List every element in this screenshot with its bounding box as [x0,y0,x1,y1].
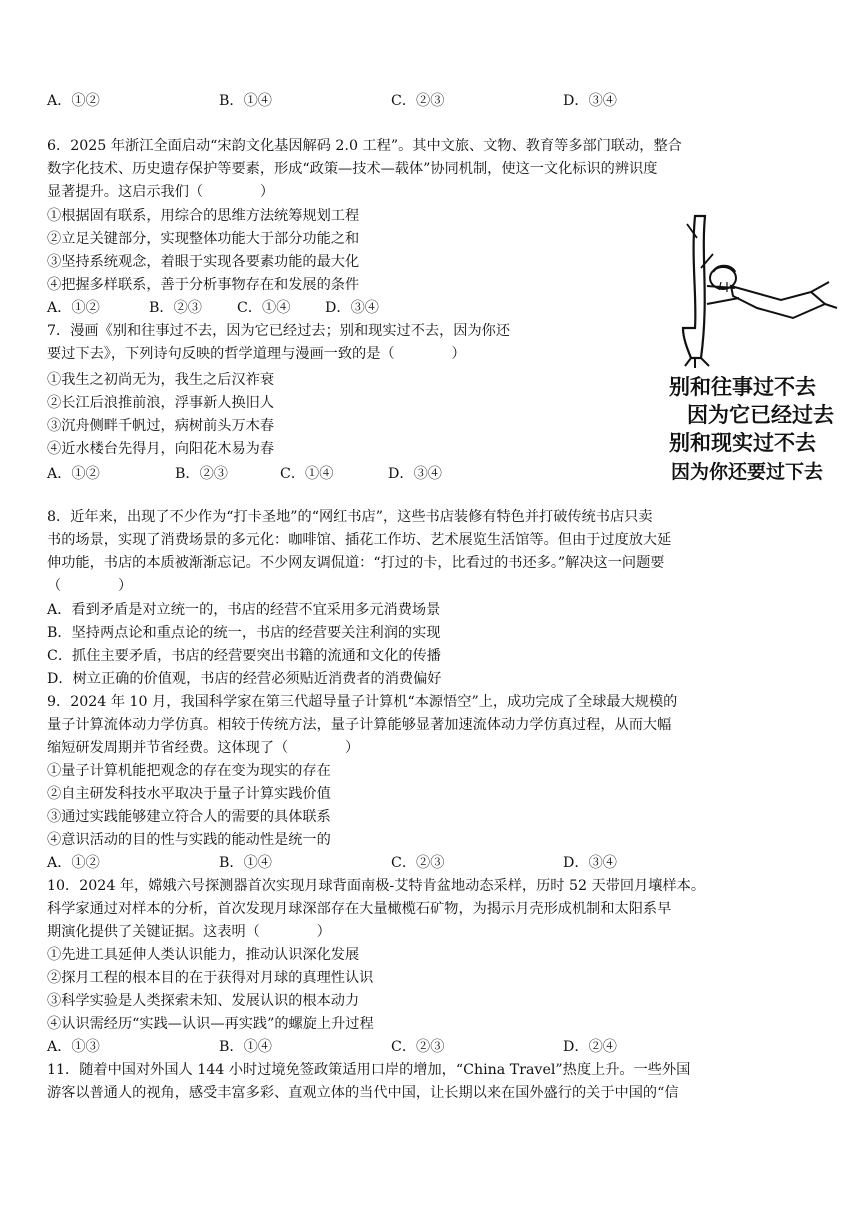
q7-stem-line: 7．漫画《别和往事过不去，因为它已经过去；别和现实过不去，因为你还 [47,323,511,339]
q7-cartoon-image [661,208,851,498]
q8-choice-b: B．坚持两点论和重点论的统一，书店的经营要关注利润的实现 [47,625,441,641]
q7-option-c: C．①④ [280,466,334,482]
q6-stem-line: 6．2025 年浙江全面启动“宋韵文化基因解码 2.0 工程”。其中文旅、文物、教育等多部门联动，整合 [47,138,682,154]
q5-option-c: C．②③ [391,93,445,109]
q8-choice-c: C．抓住主要矛盾，书店的经营要突出书籍的流通和文化的传播 [47,648,441,664]
q6-option-b: B．②③ [149,300,202,316]
q11-stem-line: 11．随着中国对外国人 144 小时过境免签政策适用口岸的增加，“China Travel”热度上升。一些外国 [47,1062,691,1078]
q6-option-c: C．①④ [237,300,291,316]
q10-option-a: A．①③ [47,1039,100,1055]
q5-option-a: A．①② [47,93,100,109]
q9-option-b: B．①④ [219,855,272,871]
cartoon-caption-line: 别和往事过不去 [669,375,816,399]
q8-stem-line: 书的场景，实现了消费场景的多元化：咖啡馆、插花工作坊、艺术展览生活馆等。但由于过度放大延 [47,532,672,548]
q7-item: ②长江后浪推前浪，浮事新人换旧人 [47,395,275,411]
q6-item: ④把握多样联系，善于分析事物存在和发展的条件 [47,277,360,293]
q6-option-d: D．③④ [325,300,379,316]
q6-stem-line: 显著提升。这启示我们（ ） [47,184,275,200]
q5-option-b: B．①④ [219,93,272,109]
q9-option-d: D．③④ [563,855,617,871]
q5-option-d: D．③④ [563,93,617,109]
q10-option-c: C．②③ [391,1039,445,1055]
q6-item: ③坚持系统观念，着眼于实现各要素功能的最大化 [47,254,360,270]
crying-person-icon [707,266,837,318]
cartoon-caption-line: 别和现实过不去 [669,431,816,455]
q8-choice-a: A．看到矛盾是对立统一的，书店的经营不宜采用多元消费场景 [47,602,441,618]
q10-stem-line: 科学家通过对样本的分析，首次发现月球深部存在大量橄榄石矿物，为揭示月壳形成机制和太阳系早 [47,901,672,917]
q6-item: ②立足关键部分，实现整体功能大于部分功能之和 [47,231,360,247]
q10-option-b: B．①④ [219,1039,272,1055]
q9-stem-line: 缩短研发周期并节省经费。这体现了（ ） [47,740,360,756]
q10-stem-line: 期演化提供了关键证据。这表明（ ） [47,924,331,940]
q7-item: ③沉舟侧畔千帆过，病树前头万木春 [47,418,275,434]
cartoon-caption-line: 因为你还要过下去 [671,461,824,483]
q10-item: ②探月工程的根本目的在于获得对月球的真理性认识 [47,970,374,986]
q7-item: ①我生之初尚无为，我生之后汉祚衰 [47,372,275,388]
q9-option-c: C．②③ [391,855,445,871]
q7-item: ④近水楼台先得月，向阳花木易为春 [47,441,275,457]
q9-stem-line: 9．2024 年 10 月，我国科学家在第三代超导量子计算机“本源悟空”上，成功完成了全球最大规模的 [47,694,678,710]
q6-option-a: A．①② [47,300,100,316]
tree-icon [683,216,705,358]
q9-item: ③通过实践能够建立符合人的需要的具体联系 [47,809,331,825]
q10-item: ④认识需经历“实践—认识—再实践”的螺旋上升过程 [47,1016,374,1032]
q9-item: ④意识活动的目的性与实践的能动性是统一的 [47,832,331,848]
q8-stem-line: 8．近年来，出现了不少作为“打卡圣地”的“网红书店”，这些书店装修有特色并打破传统书店只卖 [47,509,653,525]
q8-stem-line: （ ） [47,578,133,594]
q10-item: ③科学实验是人类探索未知、发展认识的根本动力 [47,993,360,1009]
cartoon-caption-line: 因为它已经过去 [687,403,834,427]
q9-item: ①量子计算机能把观念的存在变为现实的存在 [47,763,331,779]
q8-choice-d: D．树立正确的价值观，书店的经营必须贴近消费者的消费偏好 [47,671,442,687]
q10-item: ①先进工具延伸人类认识能力，推动认识深化发展 [47,947,360,963]
q7-option-d: D．③④ [388,466,442,482]
q6-stem-line: 数字化技术、历史遗存保护等要素，形成“政策—技术—载体”协同机制，使这一文化标识的辨识度 [47,161,658,177]
q7-option-b: B．②③ [175,466,228,482]
q9-item: ②自主研发科技水平取决于量子计算实践价值 [47,786,331,802]
q11-stem-line: 游客以普通人的视角，感受丰富多彩、直观立体的当代中国，让长期以来在国外盛行的关于中国的“信 [47,1085,679,1101]
q7-stem-line: 要过下去》，下列诗句反映的哲学道理与漫画一致的是（ ） [47,346,466,362]
q10-stem-line: 10．2024 年，嫦娥六号探测器首次实现月球背面南极-艾特肯盆地动态采样，历时 52 天带回月壤样本。 [47,878,706,894]
q8-stem-line: 伸功能，书店的本质被渐渐忘记。不少网友调侃道：“打过的卡，比看过的书还多。”解决这一问题要 [47,555,665,571]
q7-option-a: A．①② [47,466,100,482]
q6-item: ①根据固有联系，用综合的思维方法统筹规划工程 [47,208,360,224]
q10-option-d: D．②④ [563,1039,617,1055]
q9-option-a: A．①② [47,855,100,871]
q9-stem-line: 量子计算流体动力学仿真。相较于传统方法，量子计算能够显著加速流体动力学仿真过程，从而大幅 [47,717,672,733]
